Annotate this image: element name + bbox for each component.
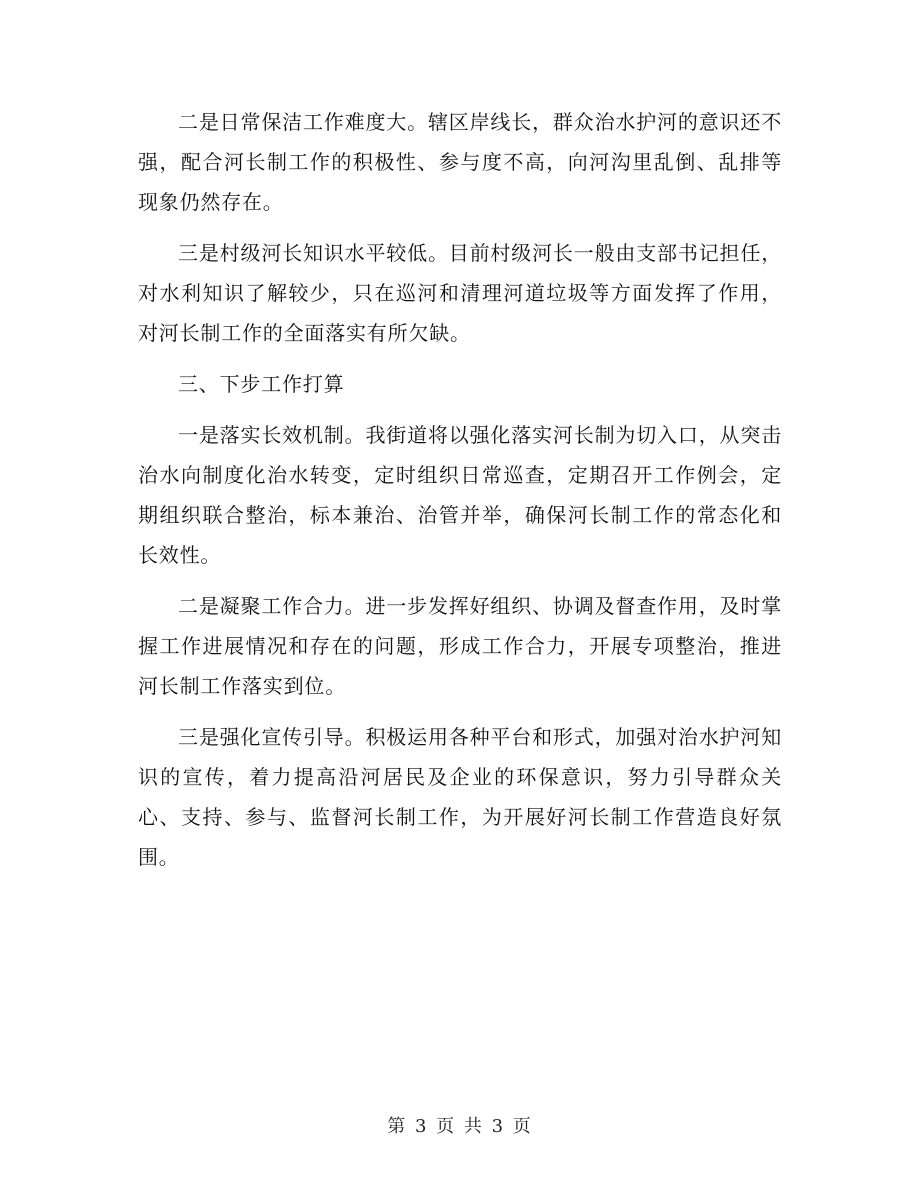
page-number-footer: 第 3 页 共 3 页	[387, 1116, 533, 1137]
paragraph-publicity: 三是强化宣传引导。积极运用各种平台和形式，加强对治水护河知识的宣传，着力提高沿河居民及企业的环保意识，努力引导群众关心、支持、参与、监督河长制工作，为开展好河长制工作营造良好氛围。	[138, 725, 782, 869]
document-body	[138, 102, 782, 888]
paragraph-village-river-chief: 三是村级河长知识水平较低。目前村级河长一般由支部书记担任，对水利知识了解较少，只在巡河和清理河道垃圾等方面发挥了作用，对河长制工作的全面落实有所欠缺。	[138, 241, 782, 345]
section-heading-next-steps: 三、下步工作打算	[178, 372, 345, 396]
paragraph-long-term-mechanism: 一是落实长效机制。我街道将以强化落实河长制为切入口，从突击治水向制度化治水转变，定时组织日常巡查，定期召开工作例会，定期组织联合整治，标本兼治、治管并举，确保河长制工作的常态化和长效性。	[138, 423, 782, 567]
paragraph-daily-cleaning: 二是日常保洁工作难度大。辖区岸线长，群众治水护河的意识还不强，配合河长制工作的积极性、参与度不高，向河沟里乱倒、乱排等现象仍然存在。	[138, 110, 782, 214]
paragraph-joint-effort: 二是凝聚工作合力。进一步发挥好组织、协调及督查作用，及时掌握工作进展情况和存在的问题，形成工作合力，开展专项整治，推进河长制工作落实到位。	[138, 594, 782, 698]
